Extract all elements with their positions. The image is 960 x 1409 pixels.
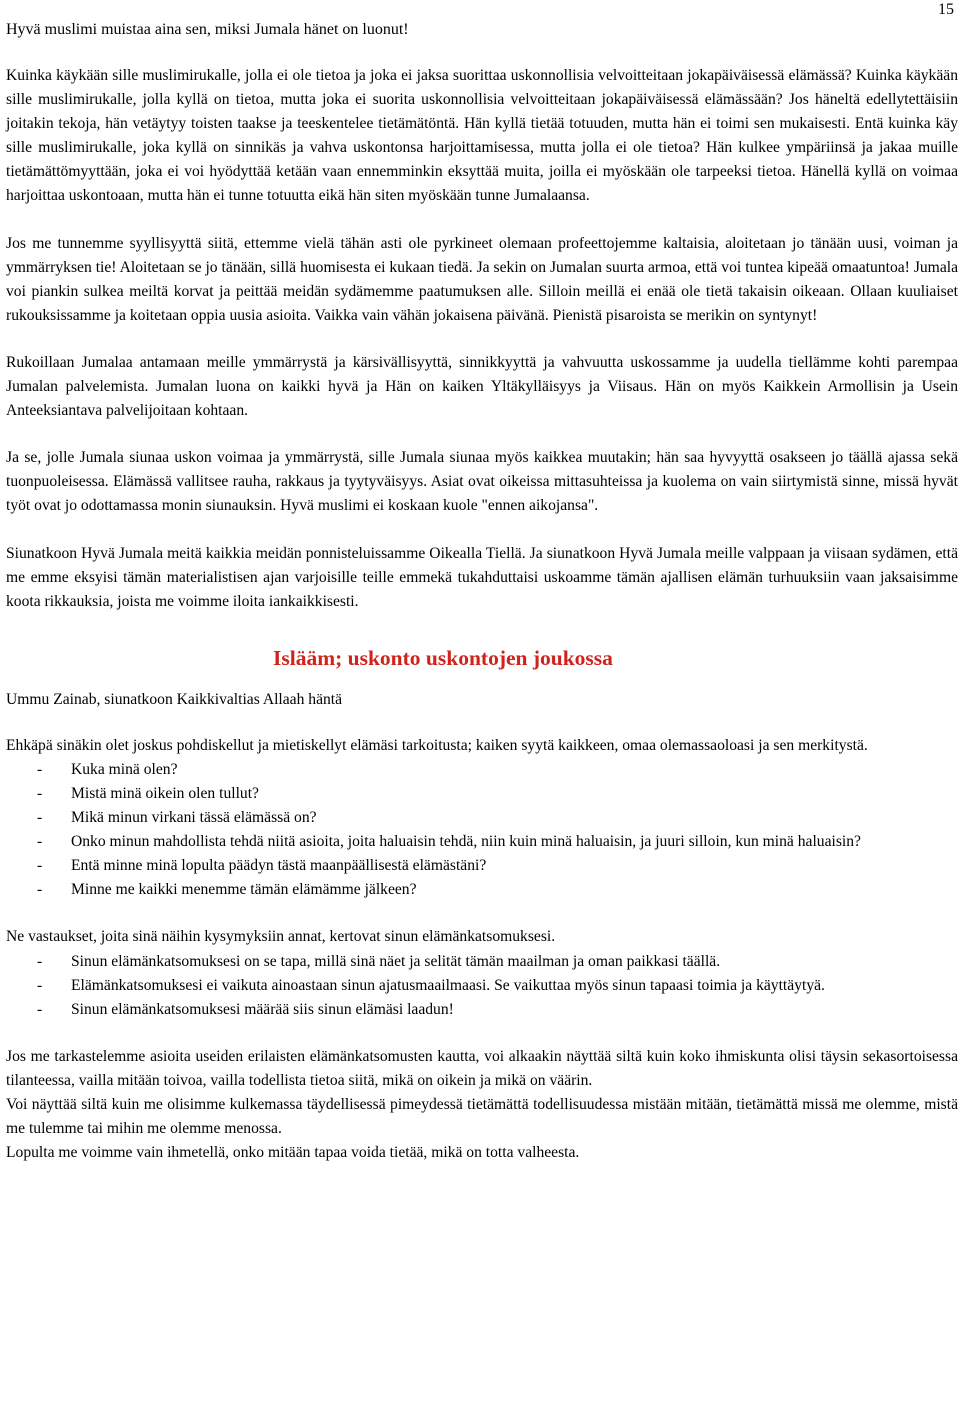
paragraph: Voi näyttää siltä kuin me olisimme kulkemassa täydellisessä pimeydessä tietämättä todellisuudessa mistään mitään, tietämättä missä me olemme, mistä me tulemme tai mihin me olemme menossa. — [6, 1096, 958, 1138]
page-number: 15 — [938, 1, 954, 18]
paragraph: Lopulta me voimme vain ihmetellä, onko mitään tapaa voida tietää, mikä on totta valheesta. — [6, 1144, 580, 1162]
list-item: - Onko minun mahdollista tehdä niitä asioita, joita haluaisin tehdä, niin kuin minä haluaisin, ja juuri silloin, kun minä haluaisin? — [37, 833, 861, 851]
question-list — [6, 758, 958, 903]
list-item: - Mikä minun virkani tässä elämässä on? — [37, 809, 317, 827]
list-item: - Elämänkatsomuksesi ei vaikuta ainoastaan sinun ajatusmaailmaasi. Se vaikuttaa myös sinun tapaasi toimia ja käyttäytyä. — [37, 976, 825, 994]
paragraph: Ehkäpä sinäkin olet joskus pohdiskellut ja mietiskellyt elämäsi tarkoitusta; kaiken syytä kaikkeen, omaa olemassaoloasi ja sen merkitystä. — [6, 736, 868, 754]
paragraph: Siunatkoon Hyvä Jumala meitä kaikkia meidän ponnisteluissamme Oikealla Tiellä. Ja siunatkoon Hyvä Jumala meille valppaan ja viisaan sydämen, että me emme eksyisi tämän materialistisen ajan varjoisille teille emmekä tukahduttaisi uskoamme tämän ajallisen elämän turhuuksiin vaan jaksaisimme koota rikkauksia, joista me voimme iloita iankaikkisesti. — [6, 544, 958, 610]
author-line: Ummu Zainab, siunatkoon Kaikkivaltias Allaah häntä — [6, 690, 343, 708]
list-item: - Mistä minä oikein olen tullut? — [37, 784, 259, 802]
list-item: - Sinun elämänkatsomuksesi määrää siis sinun elämäsi laadun! — [37, 1000, 454, 1018]
paragraph: Ne vastaukset, joita sinä näihin kysymyksiin annat, kertovat sinun elämänkatsomuksesi. — [6, 928, 556, 946]
answer-list — [6, 950, 958, 1022]
paragraph: Rukoillaan Jumalaa antamaan meille ymmärrystä ja kärsivällisyyttä, sinnikkyyttä ja vahvuutta uskossamme ja uudella tiellämme kohti parempaa Jumalan palvelemista. Jumalan luona on kaikki hyvä ja Hän on kaiken Yltäkylläisyys ja Viisaus. Hän on myös Kaikkein Armollisin ja Usein Anteeksiantava palvelijoitaan kohtaan. — [6, 353, 958, 420]
list-item: - Sinun elämänkatsomuksesi on se tapa, millä sinä näet ja selität tämän maailman ja oman paikkasi täällä. — [37, 952, 721, 970]
list-item: - Kuka minä olen? — [37, 760, 178, 778]
list-item: - Minne me kaikki menemme tämän elämämme jälkeen? — [37, 881, 417, 899]
paragraph: Kuinka käykään sille muslimirukalle, jolla ei ole tietoa ja joka ei jaksa suorittaa uskonnollisia velvoitteitaan jokapäiväisessä elämässä? Kuinka käykään sille muslimirukalle, jolla kyllä on tietoa, mutta joka ei suorita uskonnollisia velvoitteitaan jokapäiväisessä elämässään? Jos häneltä edellytettäisiin joitakin tekoja, hän vetäytyy toisten taakse ja teeskentelee tietämätöntä. Hän kyllä tietää totuuden, mutta hän ei toimi sen mukaisesti. Entä kuinka käy sille muslimirukalle, joka kyllä on sinnikäs ja vahva uskontonsa harjoittamisessa, mutta jolla ei ole tietoa? Hän kulkee ympäriinsä ja jakaa muille tietämättömyyttään, joka ei voi hyödyttää ketään vaan ennemminkin eksyttää muita, joilla ei myöskään ole tarpeeksi tietoa. Hänellä kyllä on voimaa harjoittaa uskontoaan, mutta hän ei tunne totuutta eikä hän siten myöskään tunne Jumalaansa. — [6, 67, 958, 205]
paragraph: Jos me tunnemme syyllisyyttä siitä, ettemme vielä tähän asti ole pyrkineet olemaan profeettojemme kaltaisia, aloitetaan jo tänään uusi, voiman ja ymmärryksen tie! Aloitetaan se jo tänään, sillä huomisesta ei kukaan tiedä. Ja sekin on Jumalan suurta armoa, että voi tuntea kipeää omaatuntoa! Jumala voi piankin sulkea meiltä korvat ja peittää meidän sydämemme paatumuksen alle. Silloin meillä ei enää ole tietä takaisin oikeaan. Ollaan kuuliaiset rukouksissamme ja koitetaan oppia uusia asioita. Vaikka vain vähän jokaisena päivänä. Pienistä pisaroista se merikin on syntynyt! — [6, 234, 958, 324]
running-header: Hyvä muslimi muistaa aina sen, miksi Jumala hänet on luonut! — [6, 21, 409, 38]
document-page — [6, 18, 958, 1165]
list-item: - Entä minne minä lopulta päädyn tästä maanpäällisestä elämästäni? — [37, 857, 487, 875]
section-title: Islääm; uskonto uskontojen joukossa — [273, 645, 613, 670]
paragraph: Ja se, jolle Jumala siunaa uskon voimaa ja ymmärrystä, sille Jumala siunaa myös kaikkea muutakin; hän saa hyvyyttä osakseen jo täällä ajassa sekä tuonpuoleisessa. Elämässä vallitsee rauha, rakkaus ja tyytyväisyys. Asiat ovat oikeissa mittasuhteissa ja kuolema on vain siirtymistä sinne, missä hyvät työt ovat jo odottamassa monin siunauksin. Hyvä muslimi ei koskaan kuole "ennen aikojansa". — [6, 449, 958, 515]
section-header — [6, 644, 958, 716]
paragraph: Jos me tarkastelemme asioita useiden erilaisten elämänkatsomusten kautta, voi alkaakin näyttää siltä kuin koko ihmiskunta olisi täysin sekasortoisessa tilanteessa, vailla mitään toivoa, vailla todellista tietoa siitä, mikä on oikein ja mikä on väärin. — [6, 1047, 958, 1089]
